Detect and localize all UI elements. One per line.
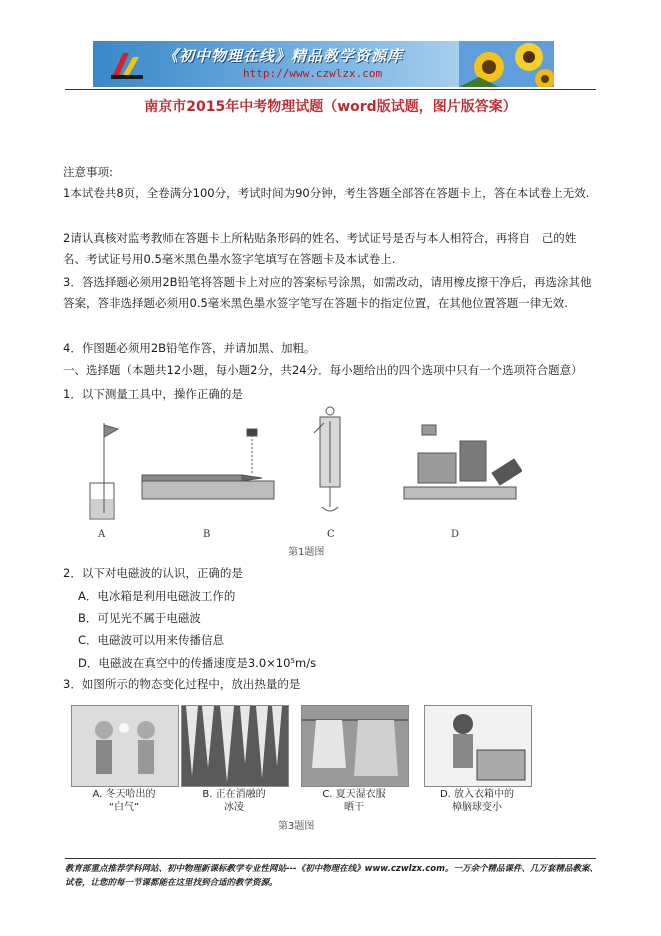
photo-caption-c: C. 夏天湿衣服 晒干	[322, 789, 386, 813]
note-1: 1本试卷共8页，全卷满分100分，考试时间为90分钟，考生答题全部答在答题卡上，答在本试卷上无效.	[63, 186, 590, 200]
note-2: 2请认真核对监考教师在答题卡上所粘贴条形码的姓名、考试证号是否与本人相符合，再将自 己的姓名、考试证号用0.5毫米黑色墨水签字笔填写在答题卡及本试卷上.	[63, 231, 577, 266]
header-banner	[93, 41, 554, 87]
photo-caption-b: B. 正在消融的 冰凌	[202, 789, 266, 813]
balance-diagram	[404, 425, 522, 499]
photo-icicles	[181, 705, 289, 787]
photo-drying-clothes	[301, 705, 409, 787]
footer-rule	[65, 858, 596, 859]
ruler-diagram	[142, 429, 274, 499]
question-2-option-a: A．电冰箱是利用电磁波工作的	[78, 589, 236, 603]
figure-label-a: A	[98, 529, 106, 540]
figure-label-b: B	[203, 529, 211, 540]
section-heading: 一、选择题（本题共12小题，每小题2分，共24分．每小题给出的四个选项中只有一个选项符合题意）	[63, 363, 583, 377]
note-3: 3．答选择题必须用2B铅笔将答题卡上对应的答案标号涂黑，如需改动，请用橡皮擦干净后，再选涂其他答案，答非选择题必须用0.5毫米黑色墨水签字笔写在答题卡的指定位置，在其他位置答题一律无效.	[63, 275, 592, 310]
figure-3-caption: 第3题图	[278, 821, 315, 832]
photo-camphor-ball	[424, 705, 532, 787]
banner-url[interactable]: http://www.czwlzx.com	[243, 67, 383, 80]
photo-caption-a: A. 冬天哈出的 “白气”	[92, 789, 156, 813]
question-3-stem: 3．如图所示的物态变化过程中，放出热量的是	[63, 677, 301, 691]
note-4: 4．作图题必须用2B铅笔作答，并请加黑、加粗。	[63, 341, 316, 355]
banner-title: 《初中物理在线》精品教学资源库	[163, 47, 404, 65]
beaker-diagram	[90, 423, 118, 519]
spring-scale-diagram	[314, 407, 340, 511]
notes-heading: 注意事项:	[63, 165, 113, 179]
site-logo-icon	[109, 47, 145, 81]
question-2-option-c: C．电磁波可以用来传播信息	[78, 633, 225, 647]
question-2-stem: 2．以下对电磁波的认识，正确的是	[63, 566, 243, 580]
sunflower-image	[459, 41, 554, 87]
page-title: 南京市2015年中考物理试题（word版试题，图片版答案）	[144, 99, 517, 115]
question-1-stem: 1．以下测量工具中，操作正确的是	[63, 387, 243, 401]
photo-breath-fog	[71, 705, 179, 787]
footer-text: 教育部重点推荐学科网站、初中物理新课标教学专业性网站---《初中物理在线》www.czwlzx.com。一万余个精品课件、几万套精品教案、试卷，让您的每一节课都能在这里找到合适的教学资源。	[65, 864, 598, 888]
figure-label-c: C	[327, 529, 335, 540]
question-2-option-d: D．电磁波在真空中的传播速度是3.0×10⁵m/s	[78, 656, 317, 670]
header-rule	[65, 89, 596, 90]
figure-1-caption: 第1题图	[288, 547, 325, 558]
photo-caption-d: D. 放入衣箱中的 樟脑球变小	[439, 789, 515, 813]
figure-label-d: D	[451, 529, 460, 540]
question-2-option-b: B．可见光不属于电磁波	[78, 611, 201, 625]
